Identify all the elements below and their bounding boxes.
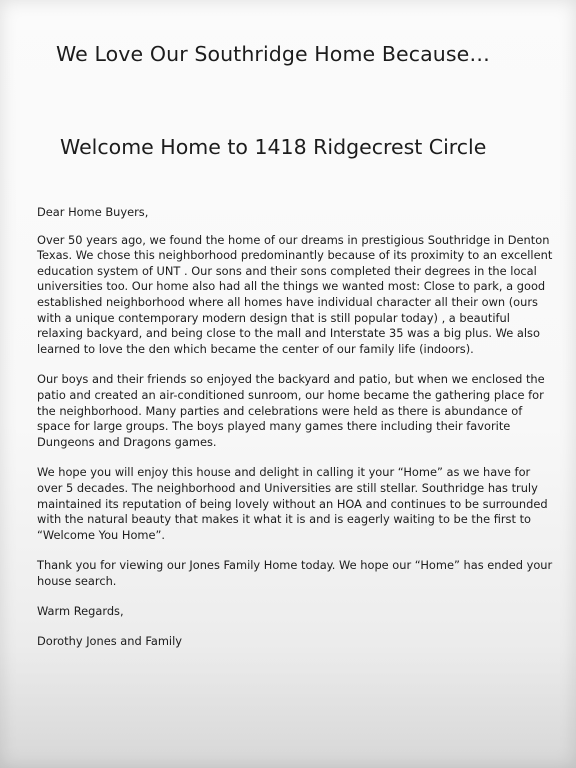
letter-closing: Warm Regards, — [37, 604, 124, 619]
letter-signature: Dorothy Jones and Family — [37, 634, 183, 649]
letter-paragraph-4: Thank you for viewing our Jones Family Home today. We hope our “Home” has ended your house search. — [37, 558, 553, 588]
letter-body — [37, 205, 557, 665]
letter-paragraph-2: Our boys and their friends so enjoyed the backyard and patio, but when we enclosed the patio and created an air-conditioned sunroom, our home became the gathering place for the neighborhood. Many parties and celebrations were held as there is abundance of space for large groups. The boys played many games there including their favorite Dungeons and Dragons games. — [37, 372, 545, 449]
letter-paragraph-3: We hope you will enjoy this house and delight in calling it your “Home” as we have for over 5 decades. The neighborhood and Universities are still stellar. Southridge has truly maintained its reputation of being lovely without an HOA and continues to be surrounded with the natural beauty that makes it what it is and is eagerly waiting to be the first to “Welcome You Home”. — [37, 465, 548, 542]
page-heading: We Love Our Southridge Home Because… — [56, 42, 490, 66]
page-subheading: Welcome Home to 1418 Ridgecrest Circle — [60, 135, 487, 159]
paper-shadow — [0, 648, 576, 768]
letter-paragraph-1: Over 50 years ago, we found the home of our dreams in prestigious Southridge in Denton Texas. We chose this neighborhood predominantly because of its proximity to an excellent education system of UNT . Our sons and their sons completed their degrees in the local universities too. Our home also had all the things we wanted most: Close to park, a good established neighborhood where all homes have individual character all their own (ours with a unique contemporary modern design that is still popular today) , a beautiful relaxing backyard, and being close to the mall and Interstate 35 was a big plus. We also learned to love the den which became the center of our family life (indoors). — [37, 232, 553, 356]
letter-salutation: Dear Home Buyers, — [37, 205, 149, 219]
